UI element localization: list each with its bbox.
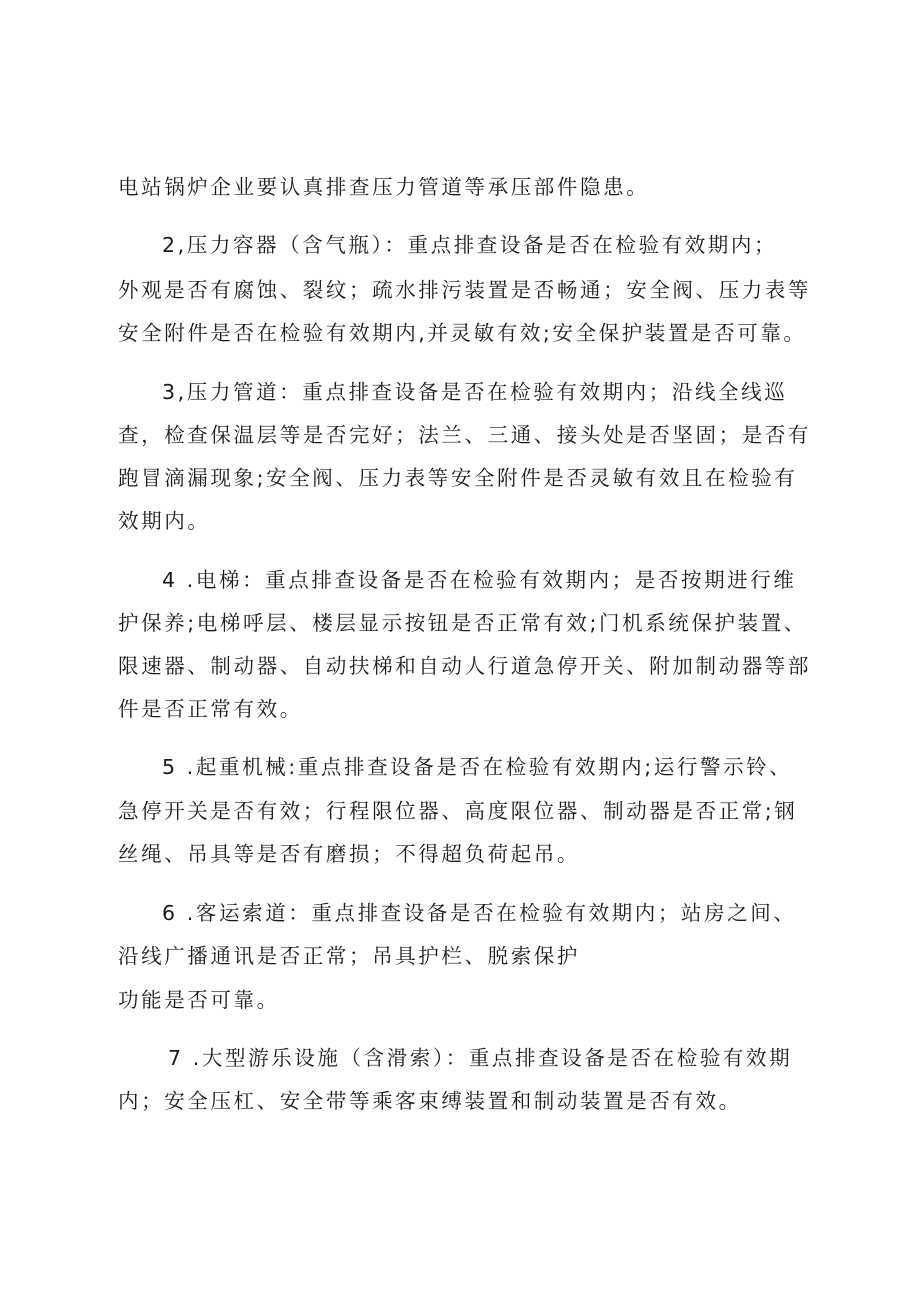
paragraph-ropeway-line-2: 沿线广播通讯是否正常；吊具护栏、脱索保护 xyxy=(118,944,580,968)
paragraph-pressure-pipe-line-3: 跑冒滴漏现象;安全阀、压力表等安全附件是否灵敏有效且在检验有 xyxy=(118,466,798,490)
paragraph-crane-line-3: 丝绳、吊具等是否有磨损；不得超负荷起吊。 xyxy=(118,842,580,866)
paragraph-ropeway-line-1: 6 .客运索道：重点排查设备是否在检验有效期内；站房之间、 xyxy=(162,901,797,925)
paragraph-elevator-line-3: 限速器、制动器、自动扶梯和自动人行道急停开关、附加制动器等部 xyxy=(118,654,811,678)
paragraph-pressure-vessel-line-2: 外观是否有腐蚀、裂纹；疏水排污装置是否畅通；安全阀、压力表等 xyxy=(118,278,811,302)
paragraph-pressure-pipe-line-4: 效期内。 xyxy=(118,509,211,533)
paragraph-elevator-line-4: 件是否正常有效。 xyxy=(118,697,303,721)
paragraph-amusement-line-1: 7 .大型游乐设施（含滑索）：重点排查设备是否在检验有效期 xyxy=(168,1046,793,1070)
paragraph-pressure-pipe-line-2: 查，检查保温层等是否完好；法兰、三通、接头处是否坚固；是否有 xyxy=(118,423,811,447)
paragraph-crane-line-1: 5 .起重机械:重点排查设备是否在检验有效期内;运行警示铃、 xyxy=(162,755,793,779)
paragraph-ropeway-line-3: 功能是否可靠。 xyxy=(118,988,280,1012)
paragraph-amusement-line-2: 内；安全压杠、安全带等乘客束缚装置和制动装置是否有效。 xyxy=(118,1089,742,1113)
paragraph-elevator-line-2: 护保养;电梯呼层、楼层显示按钮是否正常有效;门机系统保护装置、 xyxy=(118,611,807,635)
paragraph-pressure-vessel-line-3: 安全附件是否在检验有效期内,并灵敏有效;安全保护装置是否可靠。 xyxy=(118,321,807,345)
paragraph-crane-line-2: 急停开关是否有效；行程限位器、高度限位器、制动器是否正常;钢 xyxy=(118,799,798,823)
paragraph-boiler-line-1: 电站锅炉企业要认真排查压力管道等承压部件隐患。 xyxy=(118,175,650,199)
paragraph-pressure-pipe-line-1: 3,压力管道：重点排查设备是否在检验有效期内；沿线全线巡 xyxy=(162,380,788,404)
paragraph-pressure-vessel-line-1: 2,压力容器（含气瓶）：重点排查设备是否在检验有效期内； xyxy=(162,233,778,257)
paragraph-elevator-line-1: 4 .电梯：重点排查设备是否在检验有效期内；是否按期进行维 xyxy=(162,568,797,592)
